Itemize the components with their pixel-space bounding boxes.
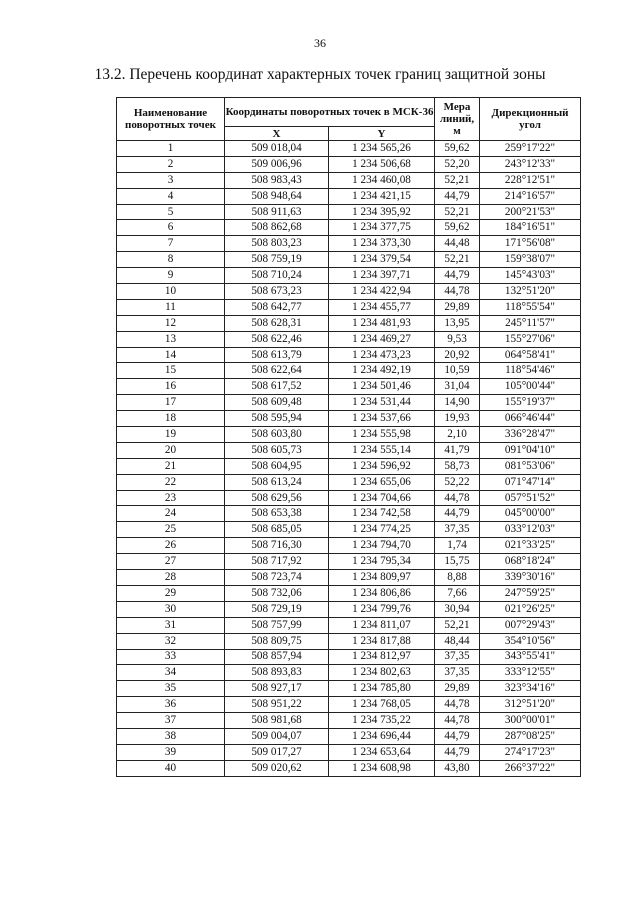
table-row	[117, 458, 581, 474]
x-coordinate-cell: 508 595,94	[225, 411, 329, 427]
table-row	[117, 252, 581, 268]
point-number-cell: 37	[117, 713, 225, 729]
y-coordinate-cell: 1 234 655,06	[329, 474, 435, 490]
point-number-cell: 23	[117, 490, 225, 506]
y-coordinate-cell: 1 234 809,97	[329, 570, 435, 586]
point-number-cell: 7	[117, 236, 225, 252]
y-coordinate-cell: 1 234 492,19	[329, 363, 435, 379]
y-coordinate-cell: 1 234 373,30	[329, 236, 435, 252]
point-number-cell: 18	[117, 411, 225, 427]
line-length-cell: 9,53	[435, 331, 480, 347]
direction-angle-cell: 339°30'16"	[480, 570, 581, 586]
table-row	[117, 395, 581, 411]
y-coordinate-cell: 1 234 377,75	[329, 220, 435, 236]
x-coordinate-cell: 508 605,73	[225, 442, 329, 458]
direction-angle-cell: 068°18'24"	[480, 554, 581, 570]
y-coordinate-cell: 1 234 785,80	[329, 681, 435, 697]
x-coordinate-cell: 508 673,23	[225, 284, 329, 300]
point-number-cell: 15	[117, 363, 225, 379]
direction-angle-cell: 343°55'41"	[480, 649, 581, 665]
table-row	[117, 744, 581, 760]
direction-angle-cell: 071°47'14"	[480, 474, 581, 490]
y-coordinate-cell: 1 234 735,22	[329, 713, 435, 729]
x-coordinate-cell: 508 951,22	[225, 697, 329, 713]
table-row	[117, 681, 581, 697]
direction-angle-cell: 333°12'55"	[480, 665, 581, 681]
table-row	[117, 506, 581, 522]
line-length-cell: 2,10	[435, 427, 480, 443]
direction-angle-cell: 243°12'33"	[480, 156, 581, 172]
x-coordinate-cell: 508 803,23	[225, 236, 329, 252]
direction-angle-cell: 021°26'25"	[480, 601, 581, 617]
table-row	[117, 188, 581, 204]
coordinates-table-body	[117, 141, 581, 777]
y-coordinate-cell: 1 234 802,63	[329, 665, 435, 681]
table-row	[117, 442, 581, 458]
x-coordinate-cell: 508 613,79	[225, 347, 329, 363]
point-number-cell: 28	[117, 570, 225, 586]
x-coordinate-cell: 508 717,92	[225, 554, 329, 570]
header-x: X	[225, 127, 329, 141]
line-length-cell: 59,62	[435, 220, 480, 236]
line-length-cell: 44,78	[435, 697, 480, 713]
header-direction-angle: Дирекционный угол	[480, 98, 581, 141]
table-row	[117, 379, 581, 395]
page-number: 36	[314, 36, 326, 50]
table-row	[117, 665, 581, 681]
point-number-cell: 33	[117, 649, 225, 665]
point-number-cell: 21	[117, 458, 225, 474]
line-length-cell: 48,44	[435, 633, 480, 649]
direction-angle-cell: 081°53'06"	[480, 458, 581, 474]
y-coordinate-cell: 1 234 799,76	[329, 601, 435, 617]
y-coordinate-cell: 1 234 537,66	[329, 411, 435, 427]
point-number-cell: 27	[117, 554, 225, 570]
table-row	[117, 760, 581, 776]
x-coordinate-cell: 508 716,30	[225, 538, 329, 554]
direction-angle-cell: 145°43'03"	[480, 268, 581, 284]
y-coordinate-cell: 1 234 460,08	[329, 172, 435, 188]
x-coordinate-cell: 508 759,19	[225, 252, 329, 268]
table-row	[117, 697, 581, 713]
direction-angle-cell: 184°16'51"	[480, 220, 581, 236]
x-coordinate-cell: 508 685,05	[225, 522, 329, 538]
table-row	[117, 427, 581, 443]
point-number-cell: 9	[117, 268, 225, 284]
point-number-cell: 8	[117, 252, 225, 268]
direction-angle-cell: 354°10'56"	[480, 633, 581, 649]
direction-angle-cell: 105°00'44"	[480, 379, 581, 395]
point-number-cell: 1	[117, 141, 225, 157]
line-length-cell: 31,04	[435, 379, 480, 395]
x-coordinate-cell: 508 981,68	[225, 713, 329, 729]
table-row	[117, 347, 581, 363]
table-row	[117, 601, 581, 617]
y-coordinate-cell: 1 234 422,94	[329, 284, 435, 300]
header-line-length: Мера линий, м	[435, 98, 480, 141]
y-coordinate-cell: 1 234 379,54	[329, 252, 435, 268]
direction-angle-cell: 323°34'16"	[480, 681, 581, 697]
y-coordinate-cell: 1 234 473,23	[329, 347, 435, 363]
point-number-cell: 29	[117, 585, 225, 601]
direction-angle-cell: 066°46'44"	[480, 411, 581, 427]
direction-angle-cell: 287°08'25"	[480, 728, 581, 744]
x-coordinate-cell: 508 927,17	[225, 681, 329, 697]
point-number-cell: 12	[117, 315, 225, 331]
point-number-cell: 11	[117, 299, 225, 315]
point-number-cell: 36	[117, 697, 225, 713]
point-number-cell: 24	[117, 506, 225, 522]
y-coordinate-cell: 1 234 696,44	[329, 728, 435, 744]
table-row	[117, 713, 581, 729]
point-number-cell: 38	[117, 728, 225, 744]
x-coordinate-cell: 508 983,43	[225, 172, 329, 188]
table-row	[117, 585, 581, 601]
table-row	[117, 649, 581, 665]
x-coordinate-cell: 509 017,27	[225, 744, 329, 760]
point-number-cell: 26	[117, 538, 225, 554]
x-coordinate-cell: 508 732,06	[225, 585, 329, 601]
point-number-cell: 13	[117, 331, 225, 347]
table-row	[117, 172, 581, 188]
table-row	[117, 236, 581, 252]
y-coordinate-cell: 1 234 395,92	[329, 204, 435, 220]
x-coordinate-cell: 508 622,46	[225, 331, 329, 347]
point-number-cell: 34	[117, 665, 225, 681]
direction-angle-cell: 228°12'51"	[480, 172, 581, 188]
line-length-cell: 30,94	[435, 601, 480, 617]
direction-angle-cell: 336°28'47"	[480, 427, 581, 443]
table-row	[117, 284, 581, 300]
direction-angle-cell: 091°04'10"	[480, 442, 581, 458]
y-coordinate-cell: 1 234 812,97	[329, 649, 435, 665]
point-number-cell: 20	[117, 442, 225, 458]
y-coordinate-cell: 1 234 555,14	[329, 442, 435, 458]
x-coordinate-cell: 508 604,95	[225, 458, 329, 474]
table-row	[117, 220, 581, 236]
point-number-cell: 6	[117, 220, 225, 236]
x-coordinate-cell: 508 757,99	[225, 617, 329, 633]
point-number-cell: 35	[117, 681, 225, 697]
x-coordinate-cell: 508 653,38	[225, 506, 329, 522]
x-coordinate-cell: 508 617,52	[225, 379, 329, 395]
y-coordinate-cell: 1 234 811,07	[329, 617, 435, 633]
direction-angle-cell: 266°37'22"	[480, 760, 581, 776]
point-number-cell: 17	[117, 395, 225, 411]
x-coordinate-cell: 509 004,07	[225, 728, 329, 744]
point-number-cell: 39	[117, 744, 225, 760]
y-coordinate-cell: 1 234 469,27	[329, 331, 435, 347]
line-length-cell: 37,35	[435, 649, 480, 665]
point-number-cell: 2	[117, 156, 225, 172]
point-number-cell: 14	[117, 347, 225, 363]
point-number-cell: 31	[117, 617, 225, 633]
y-coordinate-cell: 1 234 481,93	[329, 315, 435, 331]
coordinates-table	[116, 97, 581, 777]
line-length-cell: 44,79	[435, 744, 480, 760]
line-length-cell: 8,88	[435, 570, 480, 586]
direction-angle-cell: 118°54'46"	[480, 363, 581, 379]
table-row	[117, 474, 581, 490]
y-coordinate-cell: 1 234 501,46	[329, 379, 435, 395]
y-coordinate-cell: 1 234 742,58	[329, 506, 435, 522]
table-row	[117, 315, 581, 331]
direction-angle-cell: 274°17'23"	[480, 744, 581, 760]
point-number-cell: 16	[117, 379, 225, 395]
direction-angle-cell: 214°16'57"	[480, 188, 581, 204]
point-number-cell: 22	[117, 474, 225, 490]
line-length-cell: 52,21	[435, 172, 480, 188]
direction-angle-cell: 155°27'06"	[480, 331, 581, 347]
direction-angle-cell: 312°51'20"	[480, 697, 581, 713]
table-row	[117, 204, 581, 220]
y-coordinate-cell: 1 234 531,44	[329, 395, 435, 411]
line-length-cell: 52,20	[435, 156, 480, 172]
x-coordinate-cell: 509 006,96	[225, 156, 329, 172]
direction-angle-cell: 132°51'20"	[480, 284, 581, 300]
direction-angle-cell: 064°58'41"	[480, 347, 581, 363]
y-coordinate-cell: 1 234 806,86	[329, 585, 435, 601]
y-coordinate-cell: 1 234 768,05	[329, 697, 435, 713]
direction-angle-cell: 033°12'03"	[480, 522, 581, 538]
direction-angle-cell: 159°38'07"	[480, 252, 581, 268]
line-length-cell: 15,75	[435, 554, 480, 570]
direction-angle-cell: 171°56'08"	[480, 236, 581, 252]
line-length-cell: 44,78	[435, 490, 480, 506]
line-length-cell: 7,66	[435, 585, 480, 601]
section-title: 13.2. Перечень координат характерных точек границ защитной зоны	[94, 66, 546, 83]
point-number-cell: 3	[117, 172, 225, 188]
direction-angle-cell: 118°55'54"	[480, 299, 581, 315]
header-point-name: Наименование поворотных точек	[117, 98, 225, 141]
y-coordinate-cell: 1 234 704,66	[329, 490, 435, 506]
x-coordinate-cell: 508 862,68	[225, 220, 329, 236]
y-coordinate-cell: 1 234 653,64	[329, 744, 435, 760]
y-coordinate-cell: 1 234 774,25	[329, 522, 435, 538]
direction-angle-cell: 021°33'25"	[480, 538, 581, 554]
x-coordinate-cell: 508 628,31	[225, 315, 329, 331]
y-coordinate-cell: 1 234 506,68	[329, 156, 435, 172]
x-coordinate-cell: 508 603,80	[225, 427, 329, 443]
y-coordinate-cell: 1 234 421,15	[329, 188, 435, 204]
line-length-cell: 44,48	[435, 236, 480, 252]
x-coordinate-cell: 508 710,24	[225, 268, 329, 284]
y-coordinate-cell: 1 234 455,77	[329, 299, 435, 315]
x-coordinate-cell: 508 911,63	[225, 204, 329, 220]
x-coordinate-cell: 508 629,56	[225, 490, 329, 506]
table-row	[117, 554, 581, 570]
line-length-cell: 44,78	[435, 713, 480, 729]
x-coordinate-cell: 508 857,94	[225, 649, 329, 665]
line-length-cell: 44,79	[435, 506, 480, 522]
line-length-cell: 37,35	[435, 665, 480, 681]
x-coordinate-cell: 508 723,74	[225, 570, 329, 586]
direction-angle-cell: 057°51'52"	[480, 490, 581, 506]
line-length-cell: 44,79	[435, 268, 480, 284]
header-coordinates-group: Координаты поворотных точек в МСК-36	[225, 98, 435, 127]
table-row	[117, 268, 581, 284]
point-number-cell: 40	[117, 760, 225, 776]
y-coordinate-cell: 1 234 397,71	[329, 268, 435, 284]
point-number-cell: 4	[117, 188, 225, 204]
table-row	[117, 141, 581, 157]
line-length-cell: 44,79	[435, 188, 480, 204]
direction-angle-cell: 045°00'00"	[480, 506, 581, 522]
x-coordinate-cell: 509 020,62	[225, 760, 329, 776]
y-coordinate-cell: 1 234 795,34	[329, 554, 435, 570]
point-number-cell: 25	[117, 522, 225, 538]
point-number-cell: 30	[117, 601, 225, 617]
y-coordinate-cell: 1 234 555,98	[329, 427, 435, 443]
table-row	[117, 522, 581, 538]
x-coordinate-cell: 508 642,77	[225, 299, 329, 315]
line-length-cell: 1,74	[435, 538, 480, 554]
table-row	[117, 156, 581, 172]
table-row	[117, 331, 581, 347]
direction-angle-cell: 247°59'25"	[480, 585, 581, 601]
table-row	[117, 363, 581, 379]
line-length-cell: 52,21	[435, 617, 480, 633]
table-row	[117, 617, 581, 633]
line-length-cell: 41,79	[435, 442, 480, 458]
table-row	[117, 538, 581, 554]
x-coordinate-cell: 508 809,75	[225, 633, 329, 649]
table-row	[117, 633, 581, 649]
x-coordinate-cell: 508 893,83	[225, 665, 329, 681]
line-length-cell: 43,80	[435, 760, 480, 776]
x-coordinate-cell: 509 018,04	[225, 141, 329, 157]
direction-angle-cell: 259°17'22"	[480, 141, 581, 157]
line-length-cell: 52,21	[435, 204, 480, 220]
line-length-cell: 58,73	[435, 458, 480, 474]
line-length-cell: 59,62	[435, 141, 480, 157]
y-coordinate-cell: 1 234 817,88	[329, 633, 435, 649]
line-length-cell: 10,59	[435, 363, 480, 379]
x-coordinate-cell: 508 622,64	[225, 363, 329, 379]
x-coordinate-cell: 508 609,48	[225, 395, 329, 411]
y-coordinate-cell: 1 234 596,92	[329, 458, 435, 474]
y-coordinate-cell: 1 234 565,26	[329, 141, 435, 157]
table-row	[117, 411, 581, 427]
header-y: Y	[329, 127, 435, 141]
line-length-cell: 13,95	[435, 315, 480, 331]
direction-angle-cell: 007°29'43"	[480, 617, 581, 633]
direction-angle-cell: 155°19'37"	[480, 395, 581, 411]
point-number-cell: 5	[117, 204, 225, 220]
line-length-cell: 20,92	[435, 347, 480, 363]
line-length-cell: 14,90	[435, 395, 480, 411]
line-length-cell: 29,89	[435, 681, 480, 697]
x-coordinate-cell: 508 729,19	[225, 601, 329, 617]
table-row	[117, 570, 581, 586]
point-number-cell: 19	[117, 427, 225, 443]
direction-angle-cell: 200°21'53"	[480, 204, 581, 220]
point-number-cell: 10	[117, 284, 225, 300]
point-number-cell: 32	[117, 633, 225, 649]
line-length-cell: 52,21	[435, 252, 480, 268]
line-length-cell: 29,89	[435, 299, 480, 315]
direction-angle-cell: 245°11'57"	[480, 315, 581, 331]
table-row	[117, 490, 581, 506]
line-length-cell: 44,78	[435, 284, 480, 300]
y-coordinate-cell: 1 234 794,70	[329, 538, 435, 554]
table-row	[117, 728, 581, 744]
line-length-cell: 52,22	[435, 474, 480, 490]
y-coordinate-cell: 1 234 608,98	[329, 760, 435, 776]
x-coordinate-cell: 508 613,24	[225, 474, 329, 490]
line-length-cell: 37,35	[435, 522, 480, 538]
direction-angle-cell: 300°00'01"	[480, 713, 581, 729]
line-length-cell: 44,79	[435, 728, 480, 744]
line-length-cell: 19,93	[435, 411, 480, 427]
x-coordinate-cell: 508 948,64	[225, 188, 329, 204]
table-row	[117, 299, 581, 315]
